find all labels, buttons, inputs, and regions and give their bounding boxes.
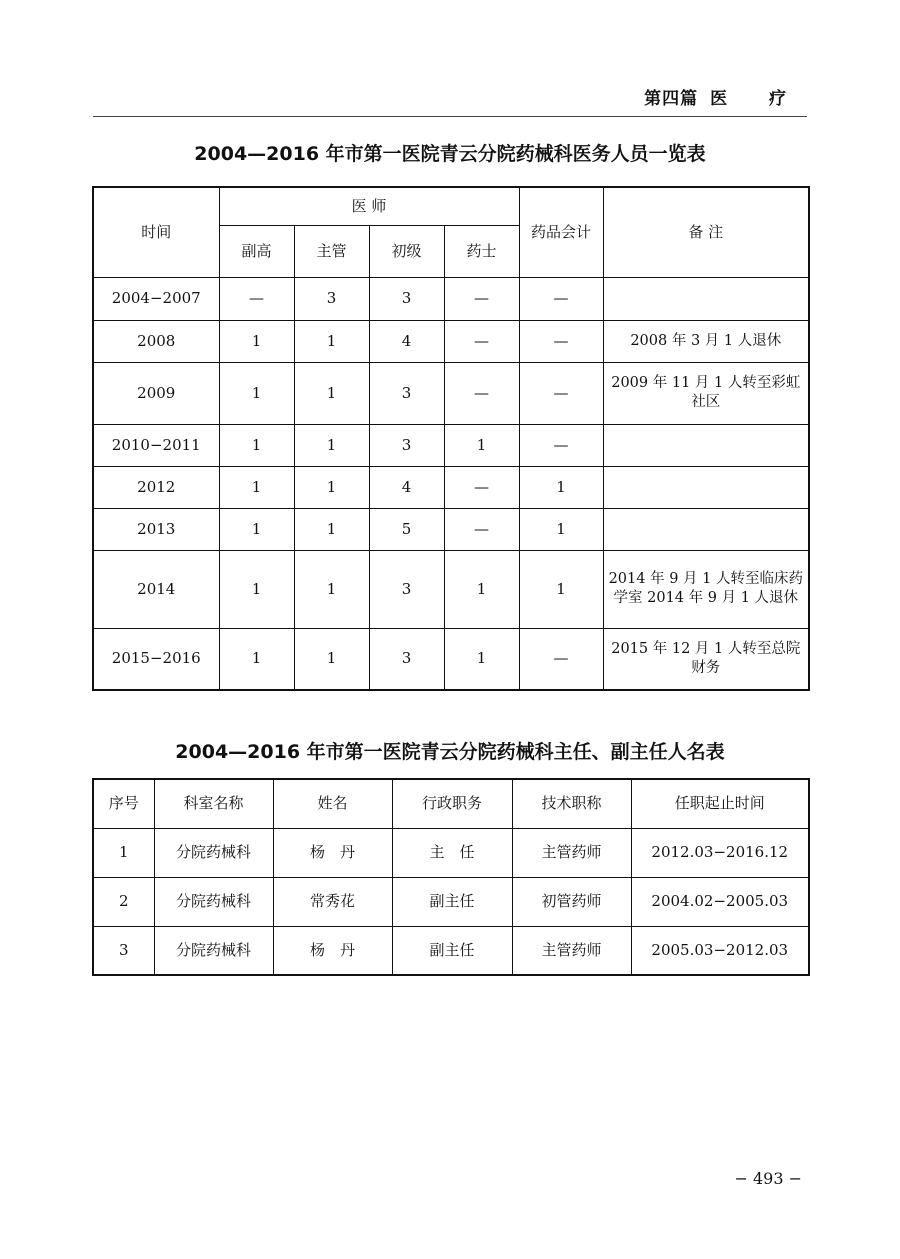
cell-yaoshi: — — [444, 320, 519, 362]
cell-name: 杨 丹 — [273, 828, 392, 877]
cell-chuji: 3 — [369, 628, 444, 690]
table-row — [93, 550, 809, 628]
cell-yaoshi: — — [444, 277, 519, 320]
cell-time: 2010−2011 — [93, 424, 219, 466]
header-fugao: 副高 — [219, 225, 294, 277]
section-label: 医 疗 — [710, 89, 804, 109]
cell-chuji: 3 — [369, 424, 444, 466]
cell-admin: 副主任 — [392, 877, 512, 926]
cell-zhuguan: 1 — [294, 508, 369, 550]
cell-fugao: — — [219, 277, 294, 320]
table-row — [93, 277, 809, 320]
cell-fugao: 1 — [219, 466, 294, 508]
cell-fugao: 1 — [219, 508, 294, 550]
table-row — [93, 362, 809, 424]
cell-time: 2013 — [93, 508, 219, 550]
cell-remarks: 2015 年 12 月 1 人转至总院财务 — [603, 628, 809, 690]
cell-dept: 分院药械科 — [154, 926, 273, 975]
cell-zhuguan: 1 — [294, 424, 369, 466]
cell-chuji: 3 — [369, 362, 444, 424]
header-doctor: 医 师 — [219, 187, 519, 225]
cell-remarks — [603, 466, 809, 508]
cell-admin: 副主任 — [392, 926, 512, 975]
cell-name: 杨 丹 — [273, 926, 392, 975]
cell-time: 2012 — [93, 466, 219, 508]
part-label: 第四篇 — [644, 89, 699, 109]
cell-accountant: — — [519, 320, 603, 362]
cell-yaoshi: 1 — [444, 550, 519, 628]
cell-chuji: 3 — [369, 277, 444, 320]
table-row — [93, 466, 809, 508]
table-row — [93, 828, 809, 877]
cell-remarks: 2008 年 3 月 1 人退休 — [603, 320, 809, 362]
table-row — [93, 320, 809, 362]
cell-yaoshi: — — [444, 362, 519, 424]
cell-no: 1 — [93, 828, 154, 877]
header-accountant: 药品会计 — [519, 187, 603, 277]
cell-accountant: — — [519, 362, 603, 424]
cell-fugao: 1 — [219, 550, 294, 628]
table-row — [93, 424, 809, 466]
cell-chuji: 5 — [369, 508, 444, 550]
cell-remarks: 2014 年 9 月 1 人转至临床药学室 2014 年 9 月 1 人退休 — [603, 550, 809, 628]
table-row — [93, 508, 809, 550]
header-time: 时间 — [93, 187, 219, 277]
staff-table — [92, 186, 810, 691]
cell-admin: 主 任 — [392, 828, 512, 877]
header-admin-post: 行政职务 — [392, 779, 512, 828]
table-row — [93, 926, 809, 975]
cell-zhuguan: 3 — [294, 277, 369, 320]
cell-fugao: 1 — [219, 320, 294, 362]
header-term: 任职起止时间 — [631, 779, 809, 828]
table1-title: 2004—2016 年市第一医院青云分院药械科医务人员一览表 — [194, 143, 706, 165]
cell-time: 2004−2007 — [93, 277, 219, 320]
cell-term: 2004.02−2005.03 — [631, 877, 809, 926]
cell-tech: 主管药师 — [512, 926, 631, 975]
cell-zhuguan: 1 — [294, 550, 369, 628]
header-chuji: 初级 — [369, 225, 444, 277]
cell-time: 2009 — [93, 362, 219, 424]
cell-term: 2005.03−2012.03 — [631, 926, 809, 975]
cell-dept: 分院药械科 — [154, 877, 273, 926]
cell-fugao: 1 — [219, 362, 294, 424]
cell-fugao: 1 — [219, 424, 294, 466]
cell-yaoshi: 1 — [444, 628, 519, 690]
cell-term: 2012.03−2016.12 — [631, 828, 809, 877]
director-table — [92, 778, 810, 976]
header-tech-title: 技术职称 — [512, 779, 631, 828]
cell-remarks — [603, 424, 809, 466]
cell-remarks: 2009 年 11 月 1 人转至彩虹社区 — [603, 362, 809, 424]
cell-no: 3 — [93, 926, 154, 975]
cell-name: 常秀花 — [273, 877, 392, 926]
cell-accountant: 1 — [519, 466, 603, 508]
cell-chuji: 3 — [369, 550, 444, 628]
cell-accountant: — — [519, 424, 603, 466]
cell-no: 2 — [93, 877, 154, 926]
cell-yaoshi: 1 — [444, 424, 519, 466]
header-no: 序号 — [93, 779, 154, 828]
header-zhuguan: 主管 — [294, 225, 369, 277]
table-row — [93, 628, 809, 690]
table2-title: 2004—2016 年市第一医院青云分院药械科主任、副主任人名表 — [175, 741, 725, 763]
header-name: 姓名 — [273, 779, 392, 828]
cell-chuji: 4 — [369, 320, 444, 362]
cell-time: 2008 — [93, 320, 219, 362]
cell-zhuguan: 1 — [294, 320, 369, 362]
page-number: − 493 − — [734, 1169, 802, 1188]
cell-time: 2014 — [93, 550, 219, 628]
cell-zhuguan: 1 — [294, 362, 369, 424]
cell-dept: 分院药械科 — [154, 828, 273, 877]
cell-yaoshi: — — [444, 466, 519, 508]
header-yaoshi: 药士 — [444, 225, 519, 277]
header-remarks: 备 注 — [603, 187, 809, 277]
running-header — [644, 84, 804, 109]
cell-accountant: 1 — [519, 550, 603, 628]
cell-remarks — [603, 508, 809, 550]
cell-zhuguan: 1 — [294, 628, 369, 690]
cell-time: 2015−2016 — [93, 628, 219, 690]
cell-zhuguan: 1 — [294, 466, 369, 508]
cell-tech: 初管药师 — [512, 877, 631, 926]
cell-tech: 主管药师 — [512, 828, 631, 877]
cell-accountant: — — [519, 628, 603, 690]
cell-accountant: 1 — [519, 508, 603, 550]
cell-fugao: 1 — [219, 628, 294, 690]
cell-remarks — [603, 277, 809, 320]
header-rule — [93, 116, 807, 117]
table-row — [93, 877, 809, 926]
cell-accountant: — — [519, 277, 603, 320]
cell-yaoshi: — — [444, 508, 519, 550]
cell-chuji: 4 — [369, 466, 444, 508]
header-dept: 科室名称 — [154, 779, 273, 828]
